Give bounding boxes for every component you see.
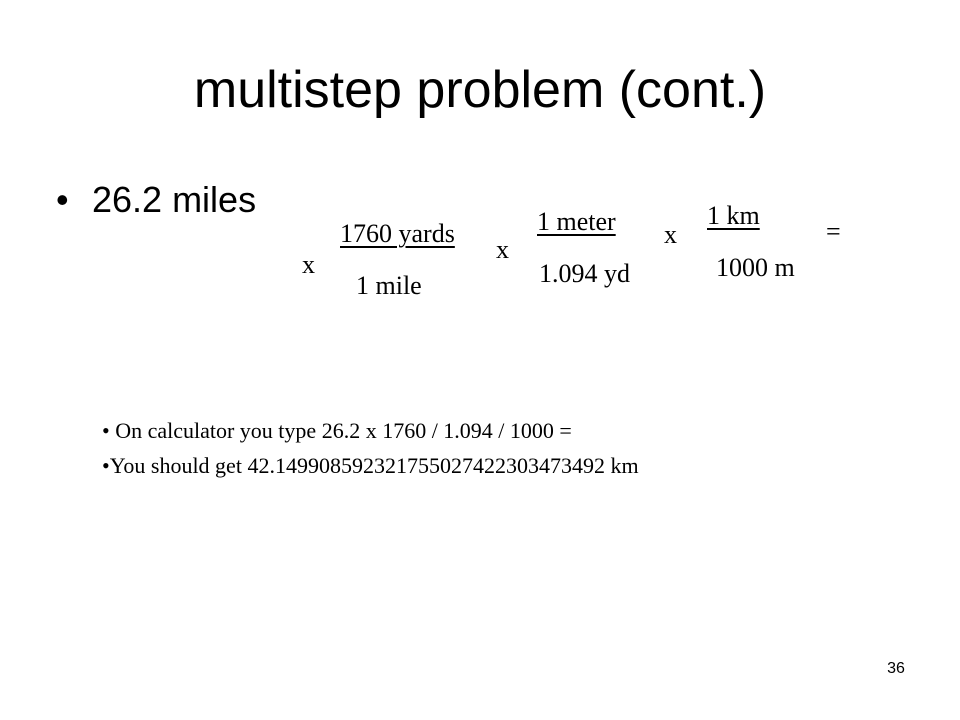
note-result: •You should get 42.149908592321755027422303473492 km xyxy=(102,453,639,478)
slide-number: 36 xyxy=(887,660,905,677)
multiply-sign-3: x xyxy=(664,220,677,249)
factor-3-denominator: 1000 m xyxy=(716,253,795,282)
factor-2-numerator: 1 meter xyxy=(537,207,616,236)
slide-title: multistep problem (cont.) xyxy=(193,61,767,119)
bullet-marker: • xyxy=(56,179,69,220)
note-calculator-keys: • On calculator you type 26.2 x 1760 / 1.094 / 1000 = xyxy=(102,418,572,443)
factor-1-denominator: 1 mile xyxy=(356,271,422,300)
factor-3-numerator: 1 km xyxy=(707,201,760,230)
factor-1-numerator: 1760 yards xyxy=(340,219,455,248)
multiply-sign-2: x xyxy=(496,235,509,264)
multiply-sign-1: x xyxy=(302,250,315,279)
factor-2-denominator: 1.094 yd xyxy=(539,259,630,288)
main-bullet xyxy=(56,176,256,224)
equals-sign: = xyxy=(826,217,841,246)
main-bullet-text: 26.2 miles xyxy=(92,179,257,220)
